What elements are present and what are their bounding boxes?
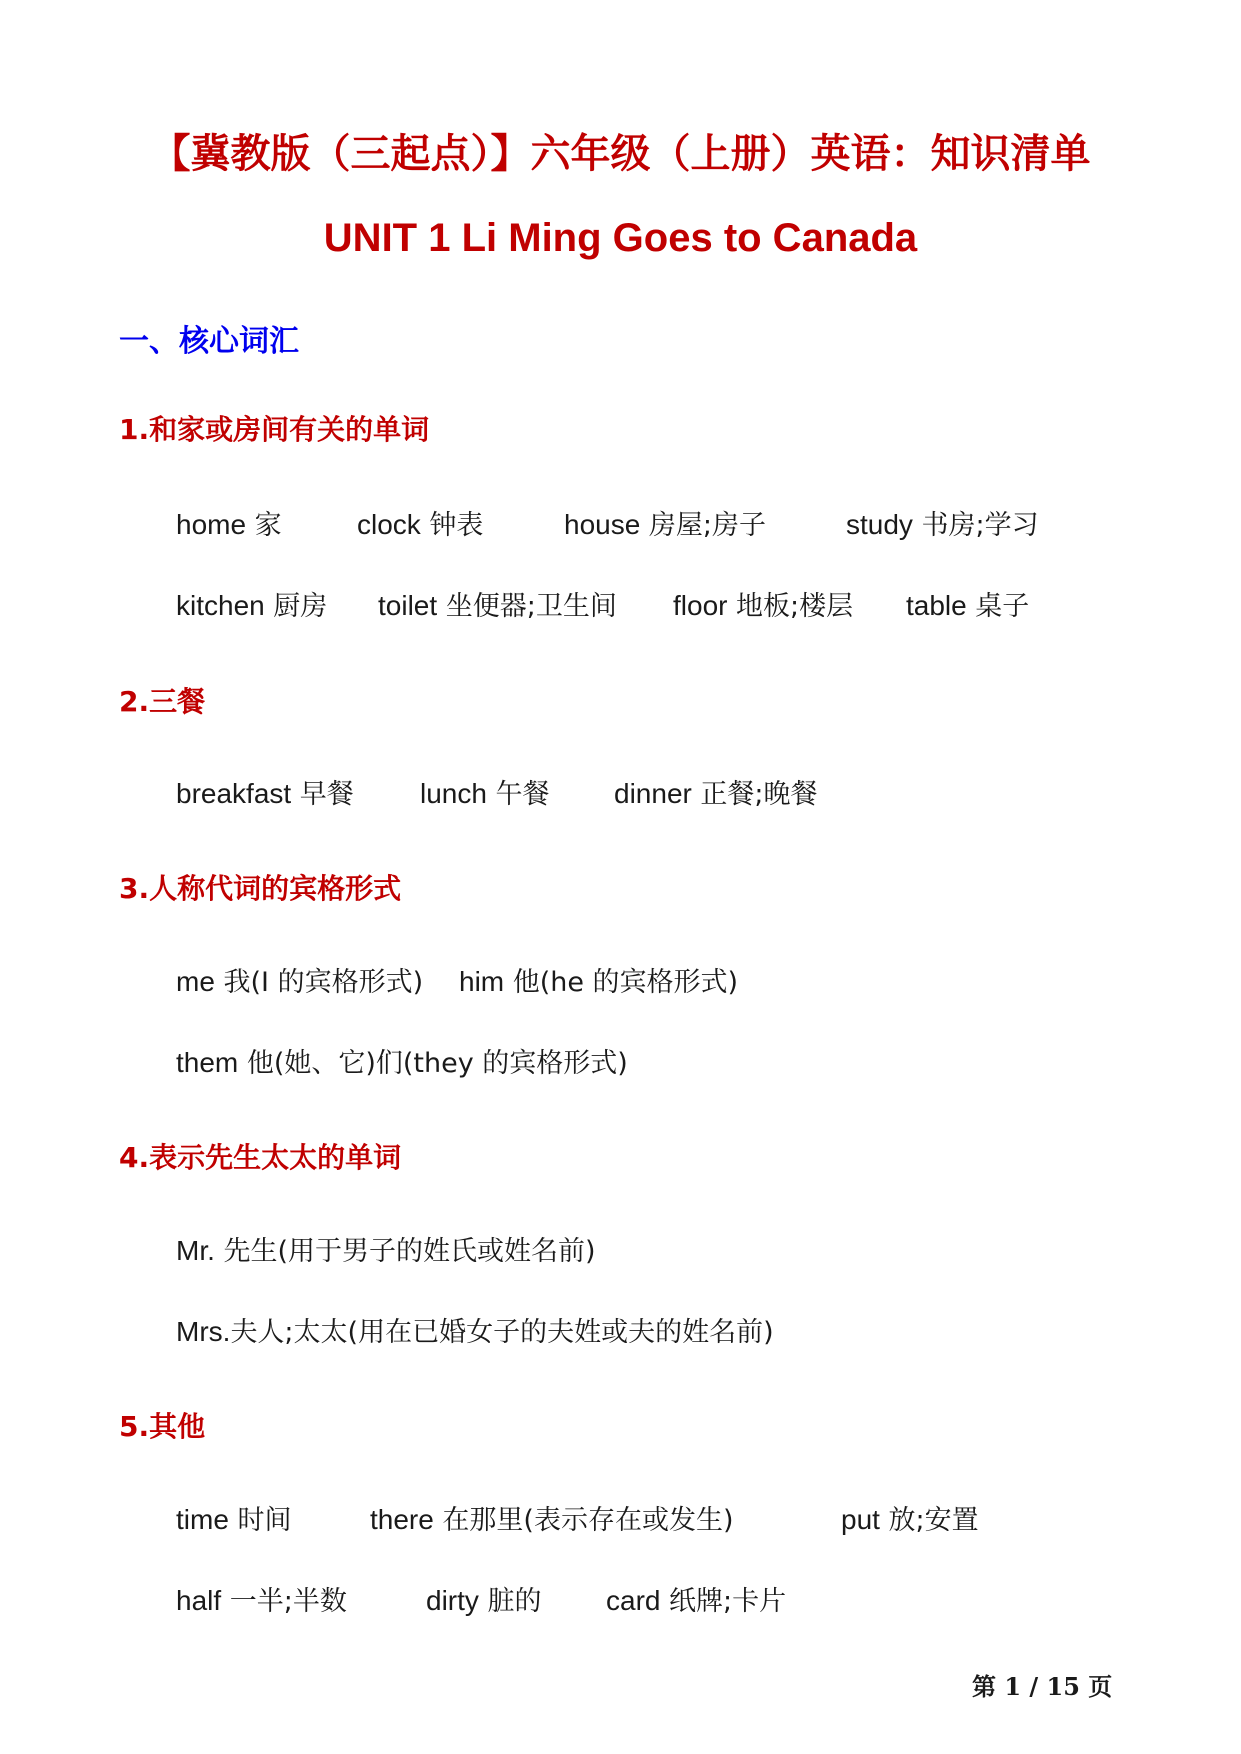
vocab-item: them 他(她、它)们(they 的宾格形式)	[176, 1047, 628, 1079]
vocab-item: Mrs.夫人;太太(用在已婚女子的夫姓或夫的姓名前)	[176, 1316, 774, 1348]
vocab-item: put 放;安置	[841, 1504, 979, 1536]
vocab-item: half 一半;半数	[176, 1585, 347, 1617]
vocab-item: house 房屋;房子	[564, 509, 766, 541]
page-number: 第 1 / 15 页	[972, 1672, 1113, 1701]
vocab-item: breakfast 早餐	[176, 778, 354, 810]
vocab-item: study 书房;学习	[846, 509, 1039, 541]
vocab-item: dirty 脏的	[426, 1585, 542, 1617]
vocab-item: dinner 正餐;晚餐	[614, 778, 818, 810]
vocab-item: there 在那里(表示存在或发生)	[370, 1504, 734, 1536]
document-title: 【冀教版（三起点）】六年级（上册）英语：知识清单	[150, 131, 1091, 177]
vocab-item: Mr. 先生(用于男子的姓氏或姓名前)	[176, 1235, 596, 1267]
section-heading: 一、核心词汇	[119, 324, 299, 359]
group-heading-home: 1.和家或房间有关的单词	[119, 413, 430, 446]
group-heading-titles: 4.表示先生太太的单词	[119, 1141, 402, 1174]
unit-title: UNIT 1 Li Ming Goes to Canada	[323, 216, 918, 260]
vocab-item: card 纸牌;卡片	[606, 1585, 787, 1617]
group-heading-pronouns: 3.人称代词的宾格形式	[119, 872, 402, 905]
vocab-item: kitchen 厨房	[176, 590, 328, 622]
vocab-item: time 时间	[176, 1504, 292, 1536]
vocab-item: him 他(he 的宾格形式)	[459, 966, 739, 998]
vocab-item: table 桌子	[906, 590, 1030, 622]
vocab-item: me 我(I 的宾格形式)	[176, 966, 424, 998]
vocab-item: toilet 坐便器;卫生间	[378, 590, 617, 622]
vocab-item: home 家	[176, 509, 282, 541]
vocab-item: lunch 午餐	[420, 778, 550, 810]
group-heading-other: 5.其他	[119, 1410, 206, 1443]
group-heading-meals: 2.三餐	[119, 685, 206, 718]
vocab-item: floor 地板;楼层	[673, 590, 854, 622]
vocab-item: clock 钟表	[357, 509, 484, 541]
